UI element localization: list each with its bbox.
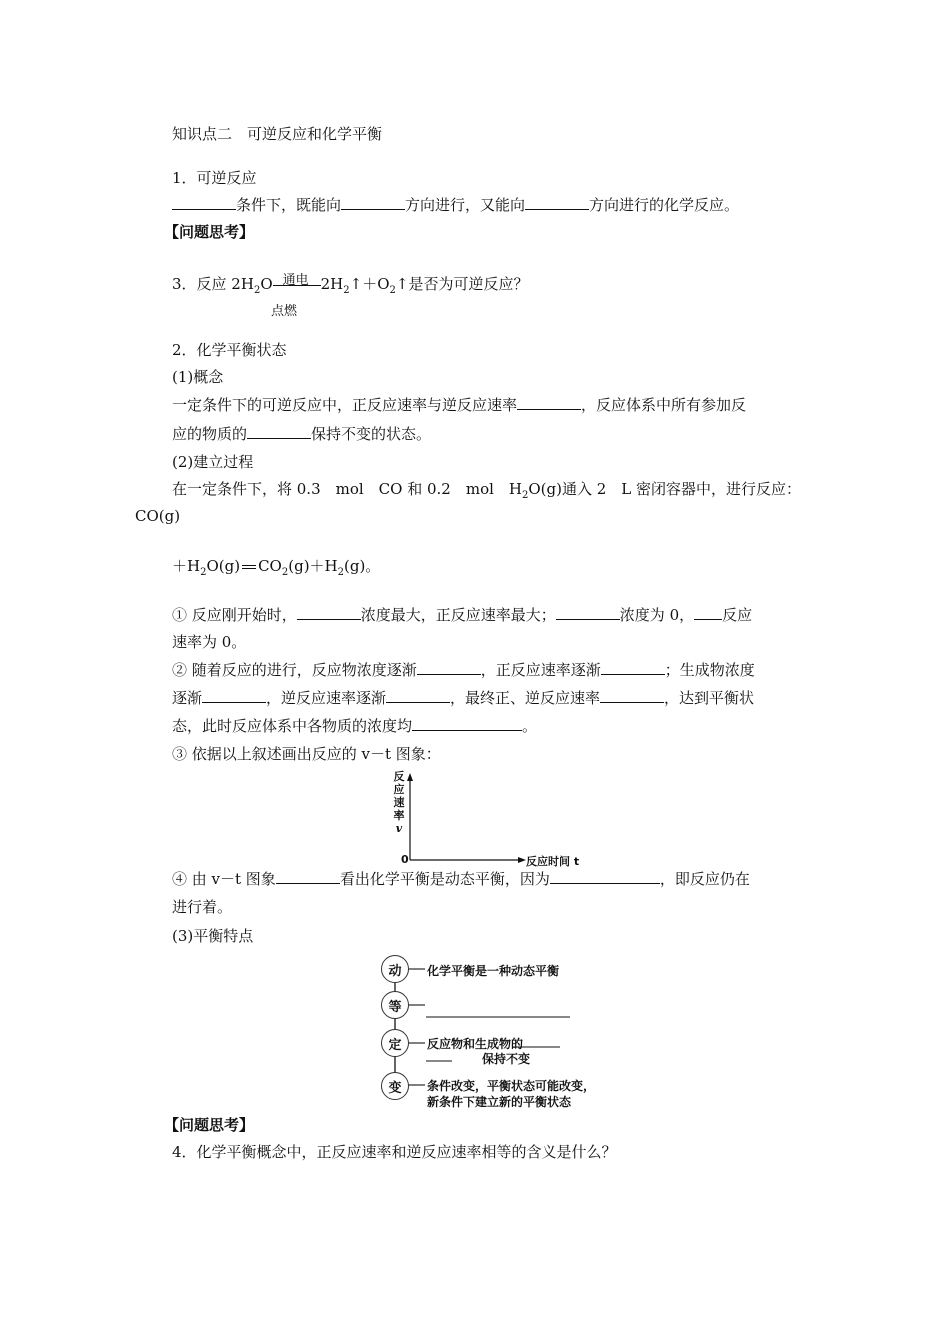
feature-change-text2: 新条件下建立新的平衡状态 bbox=[427, 1095, 572, 1109]
blank[interactable] bbox=[386, 688, 450, 703]
process-line2: CO(g) bbox=[135, 507, 181, 525]
process-line1: 在一定条件下，将 0.3 mol CO 和 0.2 mol $H_2O(g)$通入 2 L 密闭容器中，进行反应： bbox=[172, 480, 802, 501]
equation: $+H_2O(g)$ $CO_2(g)+H_2(g)$。 bbox=[172, 557, 381, 578]
blank[interactable] bbox=[297, 605, 361, 620]
blank[interactable] bbox=[417, 660, 481, 675]
feature-change-circle: 变 bbox=[381, 1072, 409, 1100]
blank[interactable] bbox=[517, 395, 581, 410]
item-3: ③ 依据以上叙述画出反应的 v－t 图象： bbox=[172, 745, 441, 763]
concept-line1: 一定条件下的可逆反应中，正反应速率与逆反应速率 ，反应体系中所有参加反 bbox=[172, 396, 747, 414]
heading-reversible: 1．可逆反应 bbox=[172, 169, 257, 187]
x-axis-arrow bbox=[518, 857, 526, 863]
feature-fixed-text2: 保持不变 bbox=[482, 1052, 531, 1066]
item-2-cont: 逐渐 ，逆反应速率逐渐 ，最终正、逆反应速率 ，达到平衡状 bbox=[172, 689, 755, 707]
blank[interactable] bbox=[525, 195, 589, 210]
features-label: (3)平衡特点 bbox=[172, 927, 254, 945]
concept-line2: 应的物质的 保持不变的状态。 bbox=[172, 425, 432, 443]
question-4: 4．化学平衡概念中，正反应速率和逆反应速率相等的含义是什么？ bbox=[172, 1143, 617, 1161]
feature-equal-circle: 等 bbox=[381, 991, 409, 1019]
question-3: 3．反应 $2H_2O$ 通电 $2H_2↑+O_2↑$是否为可逆反应？ bbox=[172, 273, 529, 296]
feature-dynamic-text: 化学平衡是一种动态平衡 bbox=[427, 964, 560, 978]
blank[interactable] bbox=[600, 688, 664, 703]
item-2: ② 随着反应的进行，反应物浓度逐渐 ，正反应速率逐渐 ；生成物浓度 bbox=[172, 661, 755, 679]
feature-dynamic-circle: 动 bbox=[381, 955, 409, 983]
reversible-definition: 条件下，既能向 方向进行，又能向 方向进行的化学反应。 bbox=[172, 195, 739, 215]
item-1-cont: 速率为 0。 bbox=[172, 633, 247, 651]
feature-fixed-circle: 定 bbox=[381, 1029, 409, 1057]
arrow-bottom-label: 点燃 bbox=[271, 304, 298, 319]
concept-label: (1)概念 bbox=[172, 368, 224, 386]
feature-change-text: 条件改变，平衡状态可能改变， bbox=[427, 1079, 596, 1093]
section-title: 知识点二 可逆反应和化学平衡 bbox=[172, 125, 383, 143]
think-label-2: 【问题思考】 bbox=[164, 1116, 255, 1134]
blank[interactable] bbox=[601, 660, 665, 675]
blank[interactable] bbox=[247, 424, 311, 439]
blank[interactable] bbox=[550, 869, 660, 884]
blank[interactable] bbox=[276, 869, 340, 884]
graph-ylabel: 反 应 速 率 v bbox=[393, 770, 405, 835]
feature-fixed-text: 反应物和生成物的 bbox=[427, 1037, 524, 1051]
graph-xlabel: 反应时间 t bbox=[526, 855, 580, 868]
think-label: 【问题思考】 bbox=[164, 223, 255, 241]
item-4: ④ 由 v－t 图象 看出化学平衡是动态平衡，因为 ，即反应仍在 bbox=[172, 870, 750, 888]
item-2-cont2: 态，此时反应体系中各物质的浓度均 。 bbox=[172, 717, 538, 735]
blank[interactable] bbox=[556, 605, 620, 620]
blank[interactable] bbox=[202, 688, 266, 703]
graph-origin: 0 bbox=[401, 853, 409, 866]
blank[interactable] bbox=[412, 716, 522, 731]
heading-equilibrium: 2．化学平衡状态 bbox=[172, 341, 287, 359]
y-axis-arrow bbox=[407, 773, 413, 781]
blank[interactable] bbox=[172, 195, 236, 210]
blank[interactable] bbox=[341, 195, 405, 210]
process-label: (2)建立过程 bbox=[172, 453, 254, 471]
item-1: ① 反应刚开始时， 浓度最大，正反应速率最大； 浓度为 0， 反应 bbox=[172, 606, 753, 624]
item-4-cont: 进行着。 bbox=[172, 898, 233, 916]
blank[interactable] bbox=[694, 605, 722, 620]
